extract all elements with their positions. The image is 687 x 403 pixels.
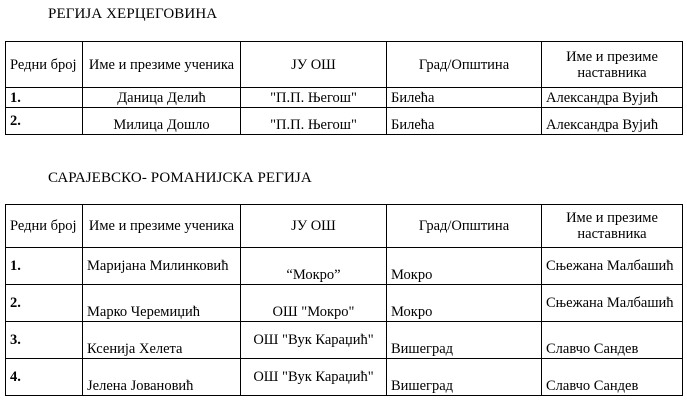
cell-teacher: Сњежана Малбашић bbox=[542, 248, 683, 285]
cell-city: Мокро bbox=[387, 285, 542, 322]
cell-school: ОШ "Мокро" bbox=[241, 285, 387, 322]
cell-teacher: Сњежана Малбашић bbox=[542, 285, 683, 322]
cell-school: ОШ "Вук Караџић" bbox=[241, 359, 387, 396]
cell-city: Вишеград bbox=[387, 322, 542, 359]
cell-teacher: Славчо Сандев bbox=[542, 359, 683, 396]
cell-city: Мокро bbox=[387, 248, 542, 285]
cell-school: "П.П. Његош" bbox=[241, 88, 387, 108]
table-row bbox=[6, 248, 683, 285]
cell-no: 1. bbox=[6, 88, 83, 108]
cell-city: Билећа bbox=[387, 108, 542, 135]
table-row bbox=[6, 88, 683, 108]
table-header-row bbox=[6, 205, 683, 248]
table-row bbox=[6, 322, 683, 359]
cell-student: Маријана Милинковић bbox=[83, 248, 241, 285]
table-row bbox=[6, 108, 683, 135]
cell-no: 2. bbox=[6, 285, 83, 322]
cell-teacher: Александра Вујић bbox=[542, 88, 683, 108]
table-row bbox=[6, 359, 683, 396]
cell-student: Јелена Јовановић bbox=[83, 359, 241, 396]
cell-city: Билећа bbox=[387, 88, 542, 108]
cell-no: 2. bbox=[6, 108, 83, 135]
cell-teacher: Славчо Сандев bbox=[542, 322, 683, 359]
header-city: Град/Општина bbox=[387, 42, 542, 88]
table-herzegovina bbox=[5, 41, 683, 135]
cell-student: Марко Черемиџић bbox=[83, 285, 241, 322]
cell-student: Даница Делић bbox=[83, 88, 241, 108]
header-student: Име и презиме ученика bbox=[83, 205, 241, 248]
cell-school: “Мокро” bbox=[241, 248, 387, 285]
header-student: Име и презиме ученика bbox=[83, 42, 241, 88]
header-teacher: Име и презиме наставника bbox=[542, 42, 683, 88]
region-title-sarajevo-romanija: САРАЈЕВСКО- РОМАНИЈСКА РЕГИЈА bbox=[48, 170, 312, 186]
table-header-row bbox=[6, 42, 683, 88]
header-city: Град/Општина bbox=[387, 205, 542, 248]
cell-student: Милица Дошло bbox=[83, 108, 241, 135]
header-teacher: Име и презиме наставника bbox=[542, 205, 683, 248]
header-school: ЈУ ОШ bbox=[241, 205, 387, 248]
header-school: ЈУ ОШ bbox=[241, 42, 387, 88]
cell-no: 4. bbox=[6, 359, 83, 396]
region-title-herzegovina: РЕГИЈА ХЕРЦЕГОВИНА bbox=[48, 6, 218, 22]
table-row bbox=[6, 285, 683, 322]
cell-student: Ксенија Хелета bbox=[83, 322, 241, 359]
cell-school: ОШ "Вук Караџић" bbox=[241, 322, 387, 359]
header-no: Редни број bbox=[6, 42, 83, 88]
cell-teacher: Александра Вујић bbox=[542, 108, 683, 135]
cell-no: 3. bbox=[6, 322, 83, 359]
cell-no: 1. bbox=[6, 248, 83, 285]
header-no: Редни број bbox=[6, 205, 83, 248]
table-sarajevo-romanija bbox=[5, 204, 683, 396]
cell-school: "П.П. Његош" bbox=[241, 108, 387, 135]
cell-city: Вишеград bbox=[387, 359, 542, 396]
